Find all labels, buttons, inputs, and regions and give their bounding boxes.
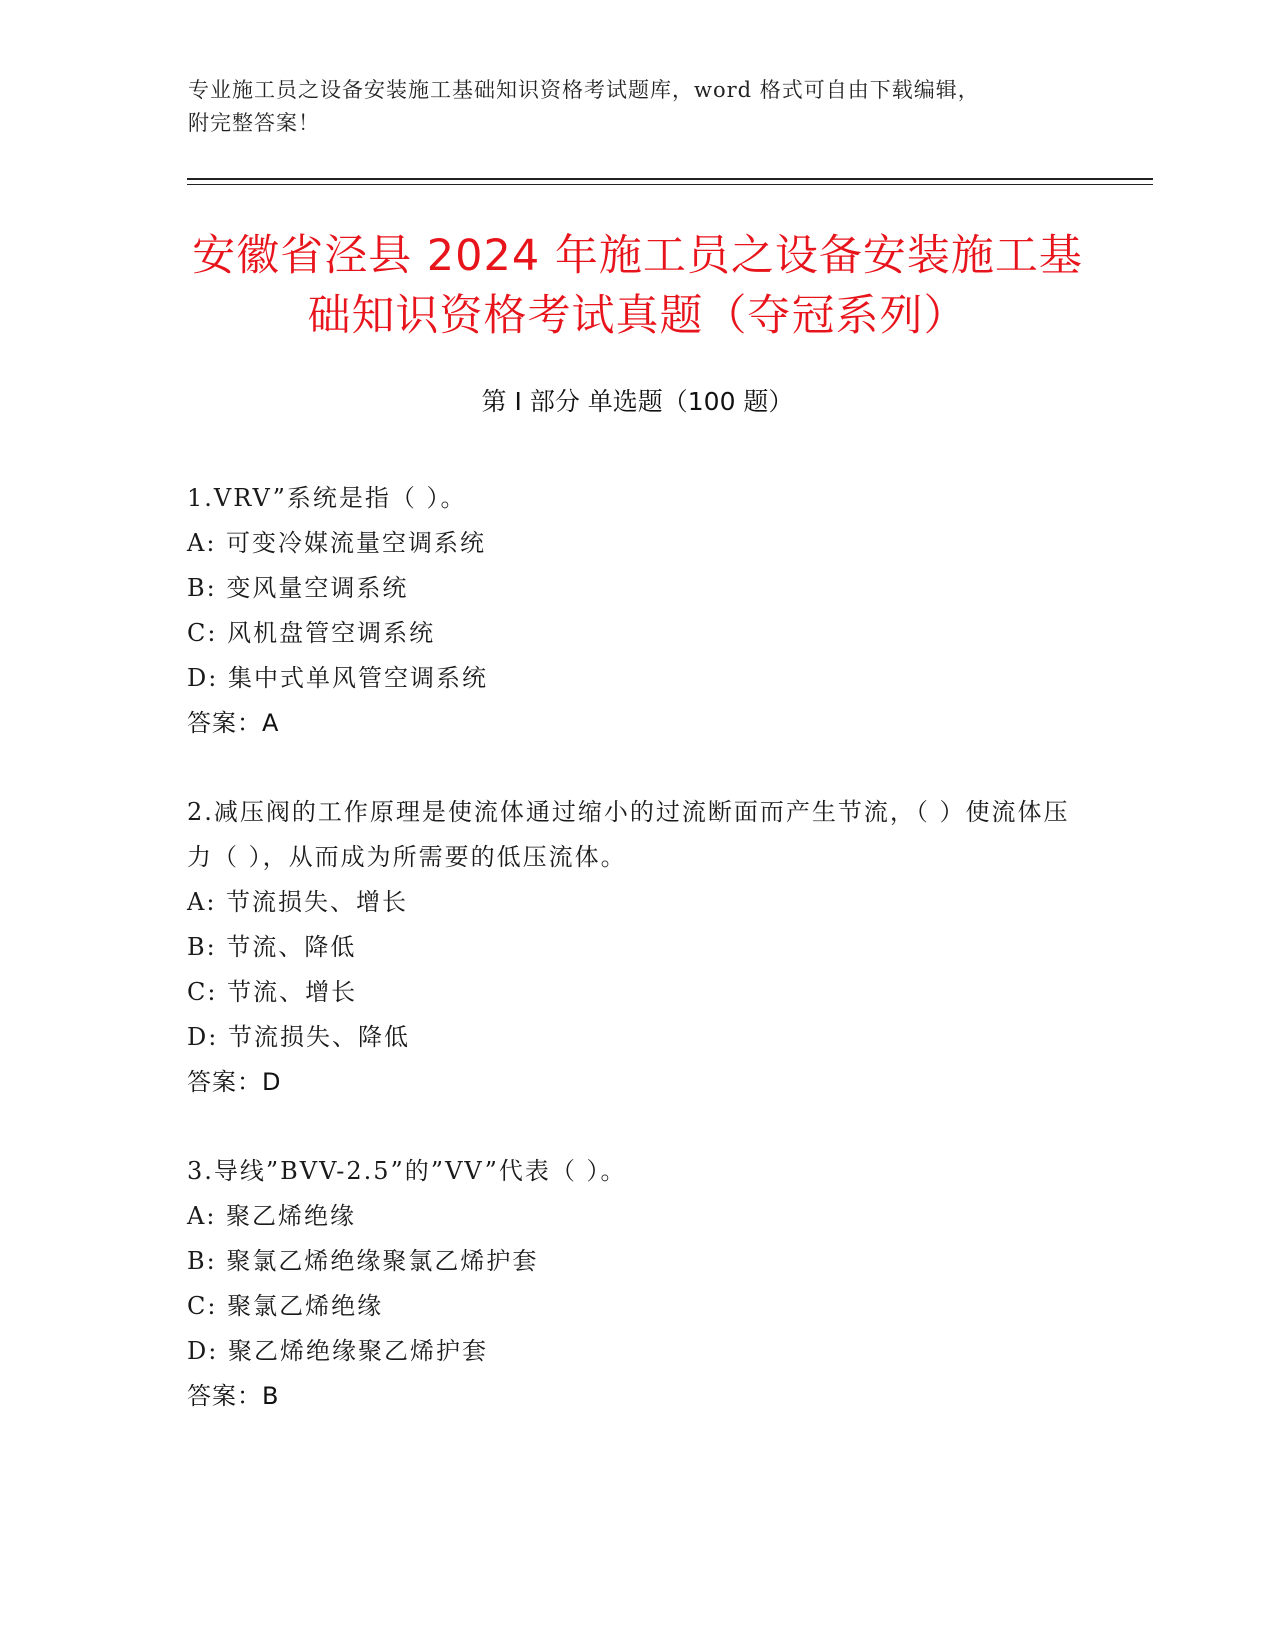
option-d: D: 聚乙烯绝缘聚乙烯护套 — [187, 1337, 488, 1365]
section-heading: 第 I 部分 单选题（100 题） — [481, 387, 794, 416]
document-title-line-2: 础知识资格考试真题（夺冠系列） — [307, 291, 968, 341]
question-stem: 1.VRV”系统是指（ ）。 — [187, 484, 467, 512]
header-note-line-1: 专业施工员之设备安装施工基础知识资格考试题库，word 格式可自由下载编辑， — [188, 78, 980, 102]
header-note-line-2: 附完整答案！ — [188, 111, 320, 135]
question-list — [187, 476, 1087, 1463]
answer: 答案：B — [187, 1382, 280, 1410]
question-3 — [187, 1149, 1087, 1419]
question-1 — [187, 476, 1087, 746]
option-b: B: 变风量空调系统 — [187, 574, 409, 602]
question-2 — [187, 790, 1087, 1105]
option-b: B: 节流、降低 — [187, 933, 357, 961]
option-d: D: 节流损失、降低 — [187, 1023, 410, 1051]
header-divider-thin — [187, 184, 1153, 185]
question-stem: 3.导线”BVV-2.5”的”VV”代表（ ）。 — [187, 1157, 627, 1185]
option-a: A: 可变冷媒流量空调系统 — [187, 529, 487, 557]
option-a: A: 聚乙烯绝缘 — [187, 1202, 357, 1230]
option-c: C: 节流、增长 — [187, 978, 358, 1006]
header-note — [188, 74, 1088, 140]
answer: 答案：A — [187, 709, 280, 737]
header-divider-thick — [187, 178, 1153, 180]
answer: 答案：D — [187, 1068, 282, 1096]
option-a: A: 节流损失、增长 — [187, 888, 409, 916]
document-title — [140, 226, 1135, 346]
option-c: C: 聚氯乙烯绝缘 — [187, 1292, 384, 1320]
option-c: C: 风机盘管空调系统 — [187, 619, 436, 647]
document-title-line-1: 安徽省泾县 2024 年施工员之设备安装施工基 — [192, 231, 1083, 281]
option-d: D: 集中式单风管空调系统 — [187, 664, 488, 692]
question-stem: 2.减压阀的工作原理是使流体通过缩小的过流断面而产生节流，（ ）使流体压力（ ），从而成为所需要的低压流体。 — [187, 798, 1070, 871]
option-b: B: 聚氯乙烯绝缘聚氯乙烯护套 — [187, 1247, 539, 1275]
